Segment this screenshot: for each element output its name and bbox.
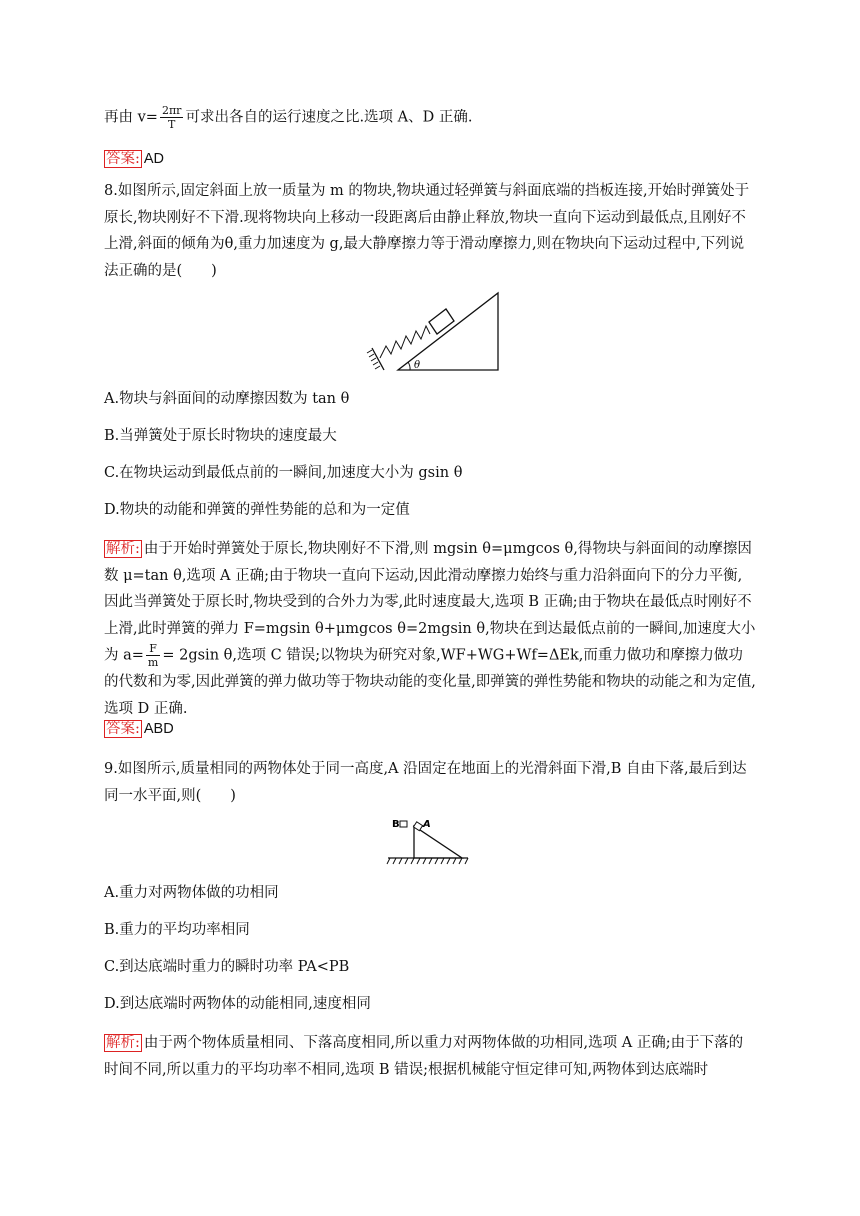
top-line-suffix: 可求出各自的运行速度之比.选项 A、D 正确. (185, 109, 473, 126)
q8-option-d: D.物块的动能和弹簧的弹性势能的总和为一定值 (104, 502, 410, 518)
analysis-label: 解析: (106, 541, 140, 557)
q9-option-d: D.到达底端时两物体的动能相同,速度相同 (104, 996, 371, 1012)
q9-figure (386, 812, 470, 868)
q8-option-c: C.在物块运动到最低点前的一瞬间,加速度大小为 gsin θ (104, 465, 463, 481)
q9-analysis-text: 由于两个物体质量相同、下落高度相同,所以重力对两物体做的功相同,选项 A 正确;由于下落的时间不同,所以重力的平均功率不相同,选项 B 错误;根据机械能守恒定律可知,两物体到达底端时 (104, 1035, 744, 1078)
fraction (160, 104, 184, 131)
top-line (104, 104, 756, 131)
q8-answer: ABD (143, 721, 174, 737)
q9-option-c: C.到达底端时重力的瞬时功率 PA<PB (104, 959, 350, 975)
q9-stem: 9.如图所示,质量相同的两物体处于同一高度,A 沿固定在地面上的光滑斜面下滑,B 自由下落,最后到达同一水平面,则( ) (104, 761, 747, 804)
q9-analysis (104, 1030, 756, 1083)
q7-answer: AD (143, 151, 165, 167)
q8-option-a: A.物块与斜面间的动摩擦因数为 tan θ (104, 391, 350, 407)
q9-option-b: B.重力的平均功率相同 (104, 922, 250, 938)
q8-analysis-p2: = 2gsin θ,选项 C 错误;以物块为研究对象,WF+WG+Wf=ΔEk,而重力做功和摩擦力做功的代数和为零,因此弹簧的弹力做功等于物块动能的变化量,即弹簧的弹性势能和物块的动能之和为定值,选项 D 正确. (104, 647, 756, 717)
q8-stem: 8.如图所示,固定斜面上放一质量为 m 的物块,物块通过轻弹簧与斜面底端的挡板连接,开始时弹簧处于原长,物块刚好不下滑.现将物块向上移动一段距离后由静止释放,物块一直向下运动到最低点,且刚好不上滑,斜面的倾角为θ,重力加速度为 g,最大静摩擦力等于滑动摩擦力,则在物块向下运动过程中,下列说法正确的是( ) (104, 183, 750, 279)
q8-option-b: B.当弹簧处于原长时物块的速度最大 (104, 428, 337, 444)
q8-analysis-p1: 由于开始时弹簧处于原长,物块刚好不下滑,则 mgsin θ=μmgcos θ,得物块与斜面间的动摩擦因数 μ=tan θ,选项 A 正确;由于物块一直向下运动,因此滑动摩擦力始终与重力沿斜面向下的分力平衡,因此当弹簧处于原长时,物块受到的合外力为零,此时速度最大,选项 B 正确;由于物块在最低点时刚好不上滑,此时弹簧的弹力 F=mgsin θ+μmgcos θ=2mgsin θ,物块在到达最低点前的一瞬间,加速度大小为 a= (104, 541, 756, 664)
fraction-numerator: 2πr (161, 104, 182, 117)
answer-label: 答案: (106, 721, 140, 737)
q8-answer-line (104, 716, 756, 743)
fraction (146, 642, 160, 669)
q8-analysis (104, 536, 756, 722)
label-b: B (392, 819, 400, 830)
fraction-denominator: m (147, 656, 159, 669)
answer-label: 答案: (106, 151, 140, 167)
label-a: A (423, 819, 431, 830)
q7-answer-line (104, 146, 756, 173)
top-line-prefix: 再由 v= (104, 109, 158, 126)
analysis-label: 解析: (106, 1035, 140, 1051)
theta-label: θ (414, 360, 421, 371)
q9-option-a: A.重力对两物体做的功相同 (104, 885, 279, 901)
fraction-numerator: F (146, 642, 160, 656)
fraction-denominator: T (168, 118, 176, 131)
q8-figure (358, 288, 504, 374)
